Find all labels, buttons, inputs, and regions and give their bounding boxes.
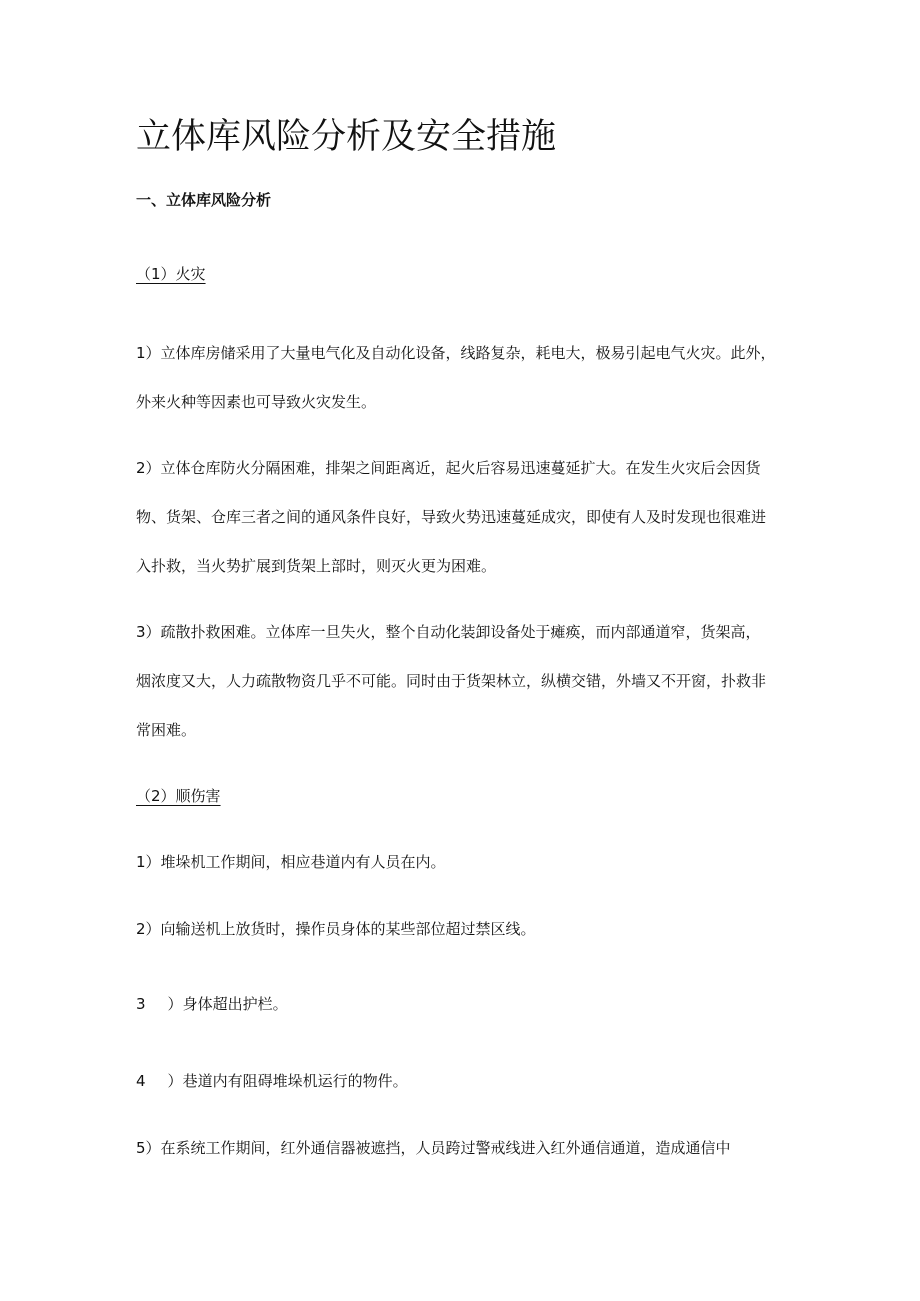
fire-item-3-line-3: 常困难。 xyxy=(136,721,197,739)
injury-item-2 xyxy=(136,918,796,940)
section-heading: 一、立体库风险分析 xyxy=(136,191,272,209)
injury-item-3-number: 3 xyxy=(136,995,146,1013)
injury-item-1-text: 堆垛机工作期间，相应巷道内有人员在内。 xyxy=(160,853,446,871)
injury-item-4 xyxy=(136,1070,796,1092)
injury-item-4-number: 4 xyxy=(136,1072,146,1090)
fire-subheading: （1）火灾 xyxy=(136,265,206,283)
fire-item-1-line-2: 外来火种等因素也可导致火灾发生。 xyxy=(136,393,377,411)
fire-item-2-line-2: 物、货架、仓库三者之间的通风条件良好，导致火势迅速蔓延成灾，即使有人及时发现也很难进 xyxy=(136,508,767,526)
injury-item-1 xyxy=(136,851,796,873)
injury-subheading: （2）顺伤害 xyxy=(136,787,221,805)
injury-item-5-number: 5） xyxy=(136,1139,161,1157)
injury-item-2-text: 向输送机上放货时，操作员身体的某些部位超过禁区线。 xyxy=(160,920,536,938)
injury-item-2-number: 2） xyxy=(136,920,161,938)
injury-item-4-paren: ） xyxy=(167,1072,183,1090)
injury-item-3-text: 身体超出护栏。 xyxy=(182,995,288,1013)
injury-item-5 xyxy=(136,1137,796,1159)
page-title: 立体库风险分析及安全措施 xyxy=(136,117,557,157)
injury-item-1-number: 1） xyxy=(136,853,161,871)
fire-item-1-line-1: 1）立体库房储采用了大量电气化及自动化设备，线路复杂，耗电大，极易引起电气火灾。此外， xyxy=(136,344,776,362)
injury-item-5-text: 在系统工作期间，红外通信器被遮挡，人员跨过警戒线进入红外通信通道，造成通信中 xyxy=(160,1139,731,1157)
injury-item-4-text: 巷道内有阻碍堆垛机运行的物件。 xyxy=(182,1072,408,1090)
fire-item-3-line-2: 烟浓度又大，人力疏散物资几乎不可能。同时由于货架林立，纵横交错，外墙又不开窗，扑救非 xyxy=(136,672,767,690)
fire-item-2-line-3: 入扑救，当火势扩展到货架上部时，则灭火更为困难。 xyxy=(136,557,497,575)
fire-item-3-line-1: 3）疏散扑救困难。立体库一旦失火，整个自动化装卸设备处于瘫痪，而内部通道窄，货架高， xyxy=(136,623,761,641)
injury-item-3-paren: ） xyxy=(167,995,183,1013)
injury-item-3 xyxy=(136,993,796,1015)
fire-item-2-line-1: 2）立体仓库防火分隔困难，排架之间距离近，起火后容易迅速蔓延扩大。在发生火灾后会因货 xyxy=(136,459,761,477)
